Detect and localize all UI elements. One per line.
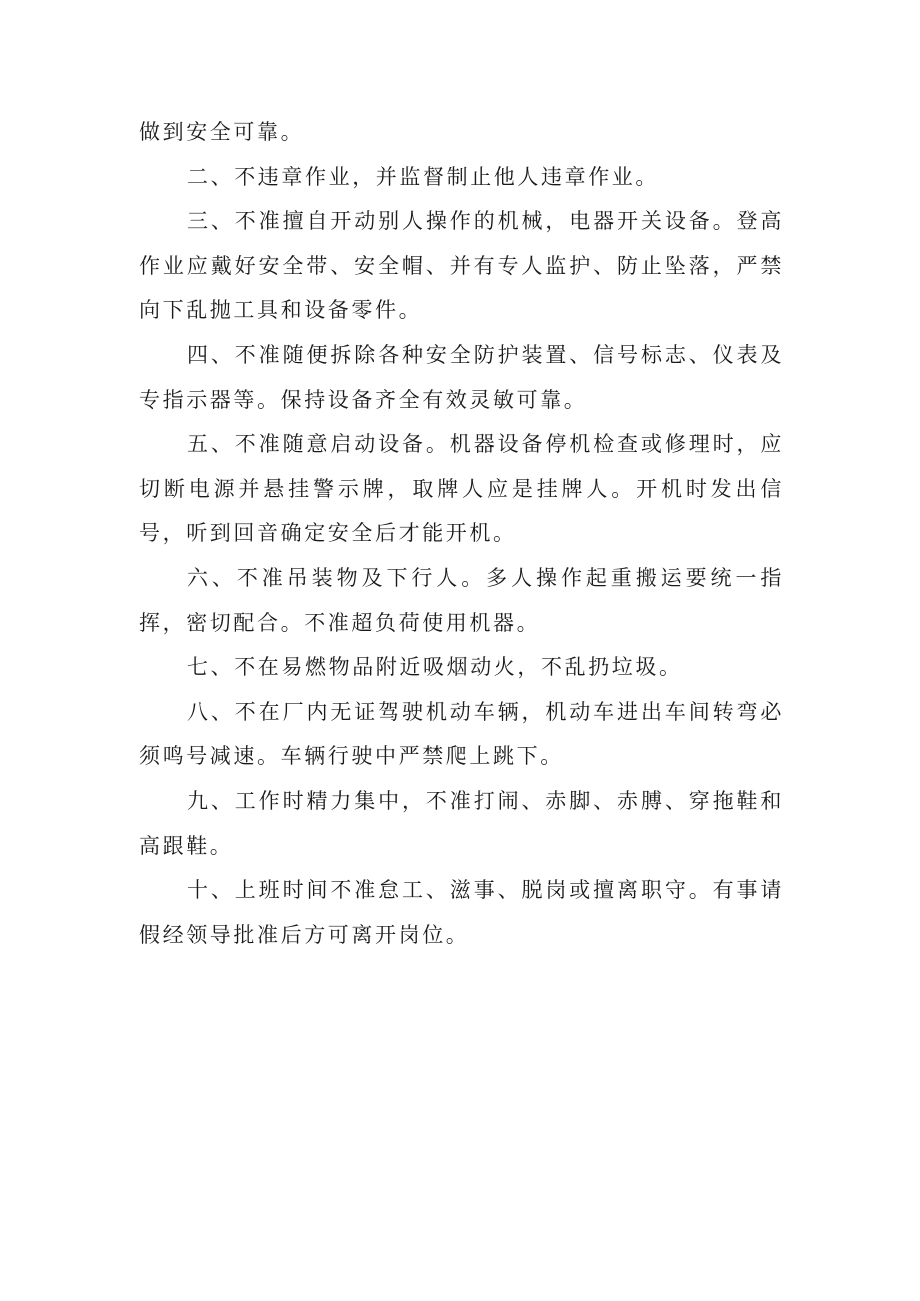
rule-item-7: 七、不在易燃物品附近吸烟动火，不乱扔垃圾。	[187, 655, 683, 680]
rule-item-8: 八、不在厂内无证驾驶机动车辆，机动车进出车间转弯必须鸣号减速。车辆行驶中严禁爬上跳下。	[139, 699, 784, 769]
rule-item-10: 十、上班时间不准怠工、滋事、脱岗或擅离职守。有事请假经领导批准后方可离开岗位。	[139, 878, 784, 947]
document-body	[139, 110, 784, 957]
rule-item-4: 四、不准随便拆除各种安全防护装置、信号标志、仪表及专指示器等。保持设备齐全有效灵敏可靠。	[139, 342, 784, 412]
rule-item-3: 三、不准擅自开动别人操作的机械，电器开关设备。登高作业应戴好安全带、安全帽、并有专人监护、防止坠落，严禁向下乱抛工具和设备零件。	[139, 209, 784, 323]
rule-item-6: 六、不准吊装物及下行人。多人操作起重搬运要统一指挥，密切配合。不准超负荷使用机器。	[139, 565, 784, 635]
rule-item-2: 二、不违章作业，并监督制止他人违章作业。	[187, 164, 659, 189]
rule-item-9: 九、工作时精力集中，不准打闹、赤脚、赤膊、穿拖鞋和高跟鞋。	[139, 788, 784, 858]
rule-item-5: 五、不准随意启动设备。机器设备停机检查或修理时，应切断电源并悬挂警示牌，取牌人应是挂牌人。开机时发出信号，听到回音确定安全后才能开机。	[139, 432, 784, 546]
paragraph-continuation: 做到安全可靠。	[139, 120, 305, 144]
